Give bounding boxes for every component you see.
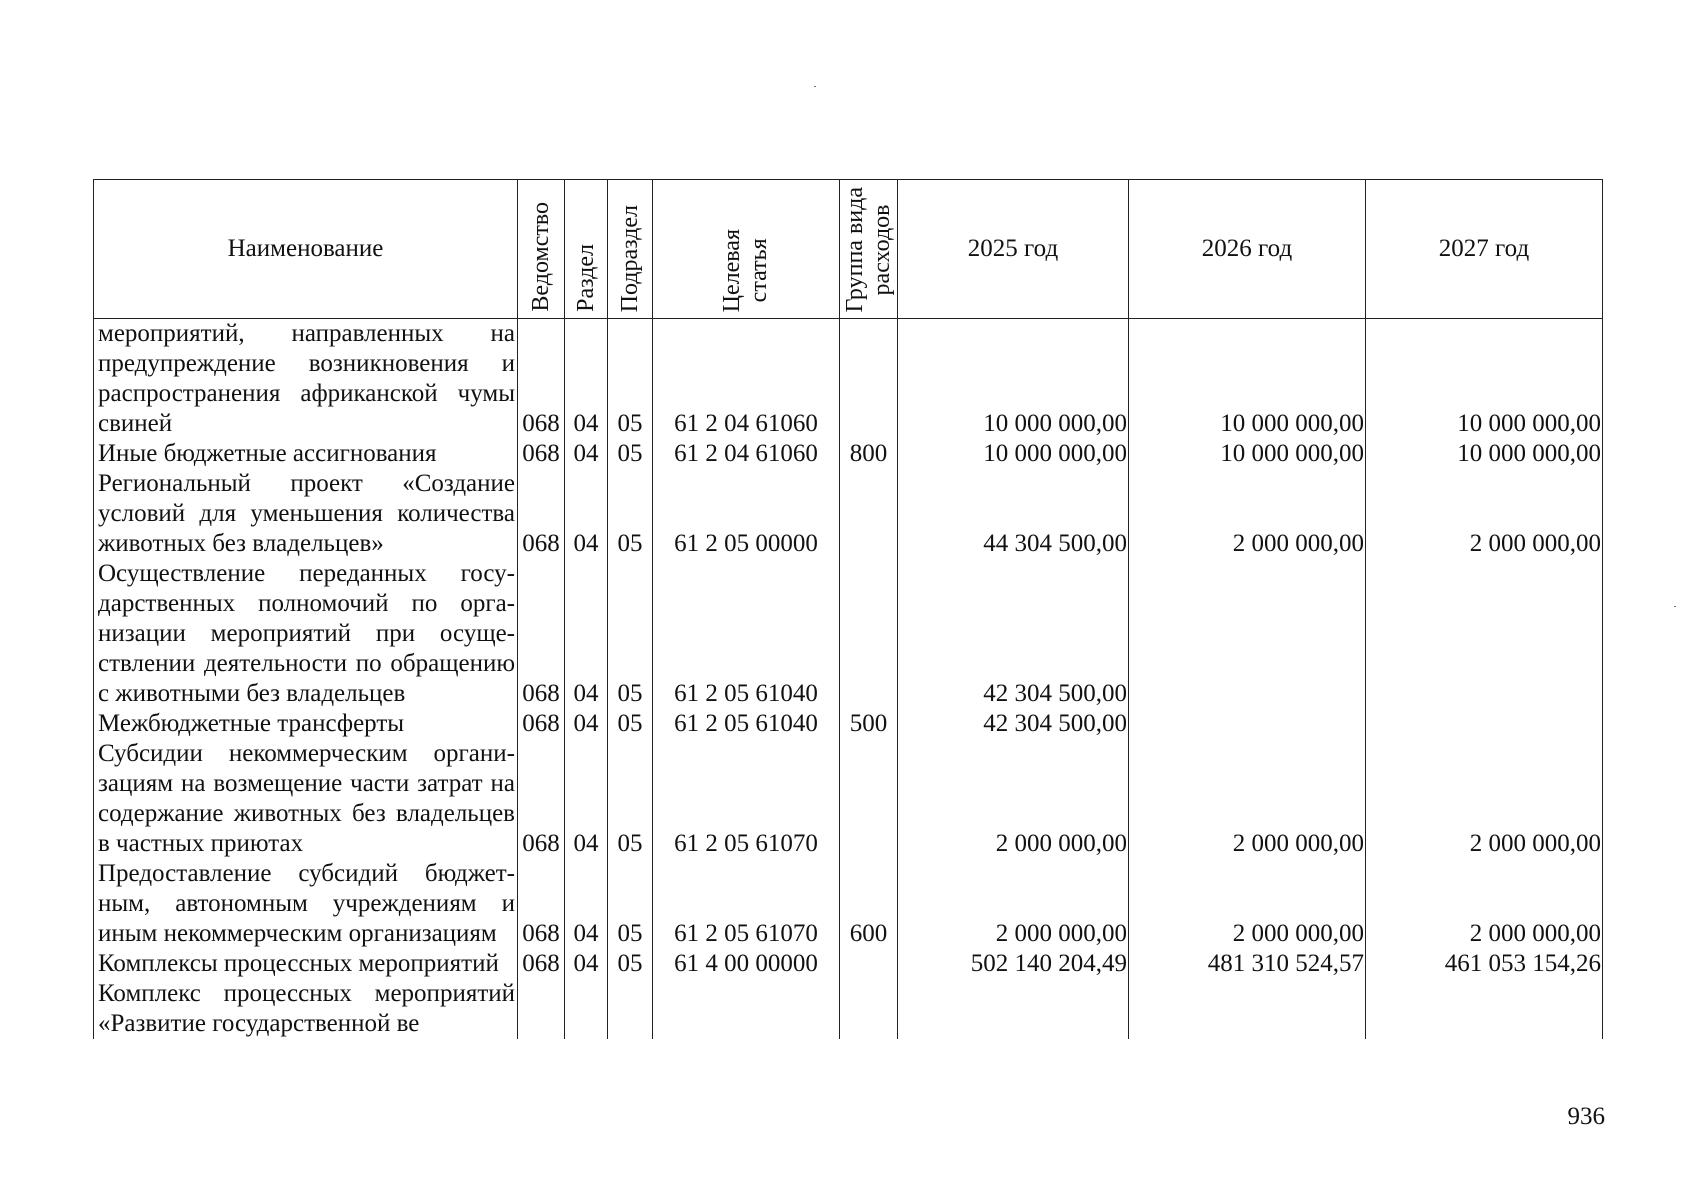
cell-target-article: 61 2 05 61070	[653, 859, 840, 949]
cell-section: 04	[565, 559, 608, 709]
cell-section: 04	[565, 709, 608, 739]
header-year-2027-label: 2027 год	[1438, 235, 1530, 262]
cell-name: Комплексы процессных мероприятий	[94, 949, 518, 979]
cell-target-article: 61 2 05 61070	[653, 739, 840, 859]
cell-expense-group: 800	[840, 439, 898, 469]
header-year-2025-label: 2025 год	[967, 235, 1059, 262]
cell-department: 068	[518, 949, 565, 979]
cell-expense-group: 600	[840, 859, 898, 949]
cell-department: 068	[518, 709, 565, 739]
cell-2027: 2 000 000,00	[1366, 469, 1603, 559]
cell-section	[565, 979, 608, 1039]
cell-department	[518, 979, 565, 1039]
table-row	[94, 949, 1603, 979]
cell-name: мероприятий, направленных на предупреждение возникновения и распространения африканской чумы свиней	[94, 319, 518, 440]
header-section	[565, 180, 608, 319]
cell-2025: 42 304 500,00	[898, 709, 1129, 739]
cell-subsection: 05	[608, 469, 653, 559]
cell-2026: 2 000 000,00	[1129, 469, 1366, 559]
cell-2027	[1366, 709, 1603, 739]
header-target-article	[653, 180, 840, 319]
cell-target-article: 61 2 04 61060	[653, 319, 840, 440]
cell-expense-group	[840, 559, 898, 709]
table-row	[94, 319, 1603, 440]
cell-expense-group	[840, 979, 898, 1039]
cell-section: 04	[565, 739, 608, 859]
cell-subsection	[608, 979, 653, 1039]
table-row	[94, 859, 1603, 949]
cell-department: 068	[518, 859, 565, 949]
cell-target-article: 61 2 05 61040	[653, 559, 840, 709]
cell-2026	[1129, 979, 1366, 1039]
cell-2026: 2 000 000,00	[1129, 739, 1366, 859]
cell-target-article: 61 2 05 61040	[653, 709, 840, 739]
cell-section: 04	[565, 469, 608, 559]
header-target-article-line1: Целевая	[719, 228, 745, 312]
header-name	[94, 180, 518, 319]
table-row	[94, 559, 1603, 709]
header-expense-group	[840, 180, 898, 319]
cell-department: 068	[518, 559, 565, 709]
header-year-2027	[1366, 180, 1603, 319]
scan-speck	[1674, 606, 1676, 607]
header-name-label: Наименование	[227, 235, 384, 262]
page-number: 936	[1567, 1103, 1605, 1130]
cell-2025: 2 000 000,00	[898, 859, 1129, 949]
cell-2027: 2 000 000,00	[1366, 739, 1603, 859]
scan-speck	[814, 86, 816, 87]
cell-expense-group: 500	[840, 709, 898, 739]
cell-department: 068	[518, 439, 565, 469]
cell-2027: 461 053 154,26	[1366, 949, 1603, 979]
cell-name: Субсидии некоммерческим организациям на возмещение части затрат на содержание животных без владельцев в частных приютах	[94, 739, 518, 859]
cell-2026: 2 000 000,00	[1129, 859, 1366, 949]
cell-target-article: 61 4 00 00000	[653, 949, 840, 979]
cell-2026: 481 310 524,57	[1129, 949, 1366, 979]
cell-section: 04	[565, 859, 608, 949]
header-subsection-label: Подраздел	[616, 204, 643, 312]
cell-2025: 502 140 204,49	[898, 949, 1129, 979]
cell-2027: 2 000 000,00	[1366, 859, 1603, 949]
cell-name: Межбюджетные трансферты	[94, 709, 518, 739]
header-department	[518, 180, 565, 319]
cell-2027	[1366, 979, 1603, 1039]
table-row	[94, 979, 1603, 1039]
header-section-label: Раздел	[572, 244, 599, 312]
cell-subsection: 05	[608, 439, 653, 469]
cell-name: Комплекс процессных мероприятий «Развитие государственной ве	[94, 979, 518, 1039]
cell-name: Предоставление субсидий бюджетным, автономным учреждениям и иным некоммерческим организациям	[94, 859, 518, 949]
cell-2025	[898, 979, 1129, 1039]
table-row	[94, 439, 1603, 469]
cell-subsection: 05	[608, 739, 653, 859]
table-row	[94, 469, 1603, 559]
cell-expense-group	[840, 319, 898, 440]
cell-2026: 10 000 000,00	[1129, 439, 1366, 469]
header-department-label: Ведомство	[527, 202, 554, 312]
header-row	[94, 180, 1603, 319]
header-year-2026	[1129, 180, 1366, 319]
cell-target-article: 61 2 04 61060	[653, 439, 840, 469]
cell-subsection: 05	[608, 559, 653, 709]
cell-subsection: 05	[608, 319, 653, 440]
cell-name: Иные бюджетные ассигнования	[94, 439, 518, 469]
cell-2027	[1366, 559, 1603, 709]
cell-name: Осуществление переданных государственных полномочий по организации мероприятий при осуществлении деятельности по обращению с животными без владельцев	[94, 559, 518, 709]
cell-2027: 10 000 000,00	[1366, 319, 1603, 440]
cell-subsection: 05	[608, 949, 653, 979]
cell-target-article: 61 2 05 00000	[653, 469, 840, 559]
cell-2026	[1129, 559, 1366, 709]
header-year-2025	[898, 180, 1129, 319]
cell-department: 068	[518, 469, 565, 559]
header-expense-group-line1: Группа вида	[841, 186, 868, 312]
header-target-article-line2: статья	[746, 238, 772, 303]
cell-2025: 10 000 000,00	[898, 439, 1129, 469]
budget-table	[93, 179, 1603, 1039]
header-expense-group-line2: расходов	[868, 203, 895, 295]
cell-expense-group	[840, 469, 898, 559]
cell-expense-group	[840, 949, 898, 979]
cell-subsection: 05	[608, 709, 653, 739]
cell-section: 04	[565, 319, 608, 440]
cell-target-article	[653, 979, 840, 1039]
cell-2025: 10 000 000,00	[898, 319, 1129, 440]
cell-name: Региональный проект «Создание условий для уменьшения количества животных без владельцев»	[94, 469, 518, 559]
cell-2027: 10 000 000,00	[1366, 439, 1603, 469]
cell-department: 068	[518, 739, 565, 859]
cell-2026: 10 000 000,00	[1129, 319, 1366, 440]
header-subsection	[608, 180, 653, 319]
cell-subsection: 05	[608, 859, 653, 949]
cell-section: 04	[565, 439, 608, 469]
header-year-2026-label: 2026 год	[1201, 235, 1293, 262]
cell-expense-group	[840, 739, 898, 859]
cell-2025: 42 304 500,00	[898, 559, 1129, 709]
cell-2025: 2 000 000,00	[898, 739, 1129, 859]
cell-department: 068	[518, 319, 565, 440]
table-row	[94, 709, 1603, 739]
cell-2025: 44 304 500,00	[898, 469, 1129, 559]
cell-section: 04	[565, 949, 608, 979]
table-row	[94, 739, 1603, 859]
cell-2026	[1129, 709, 1366, 739]
